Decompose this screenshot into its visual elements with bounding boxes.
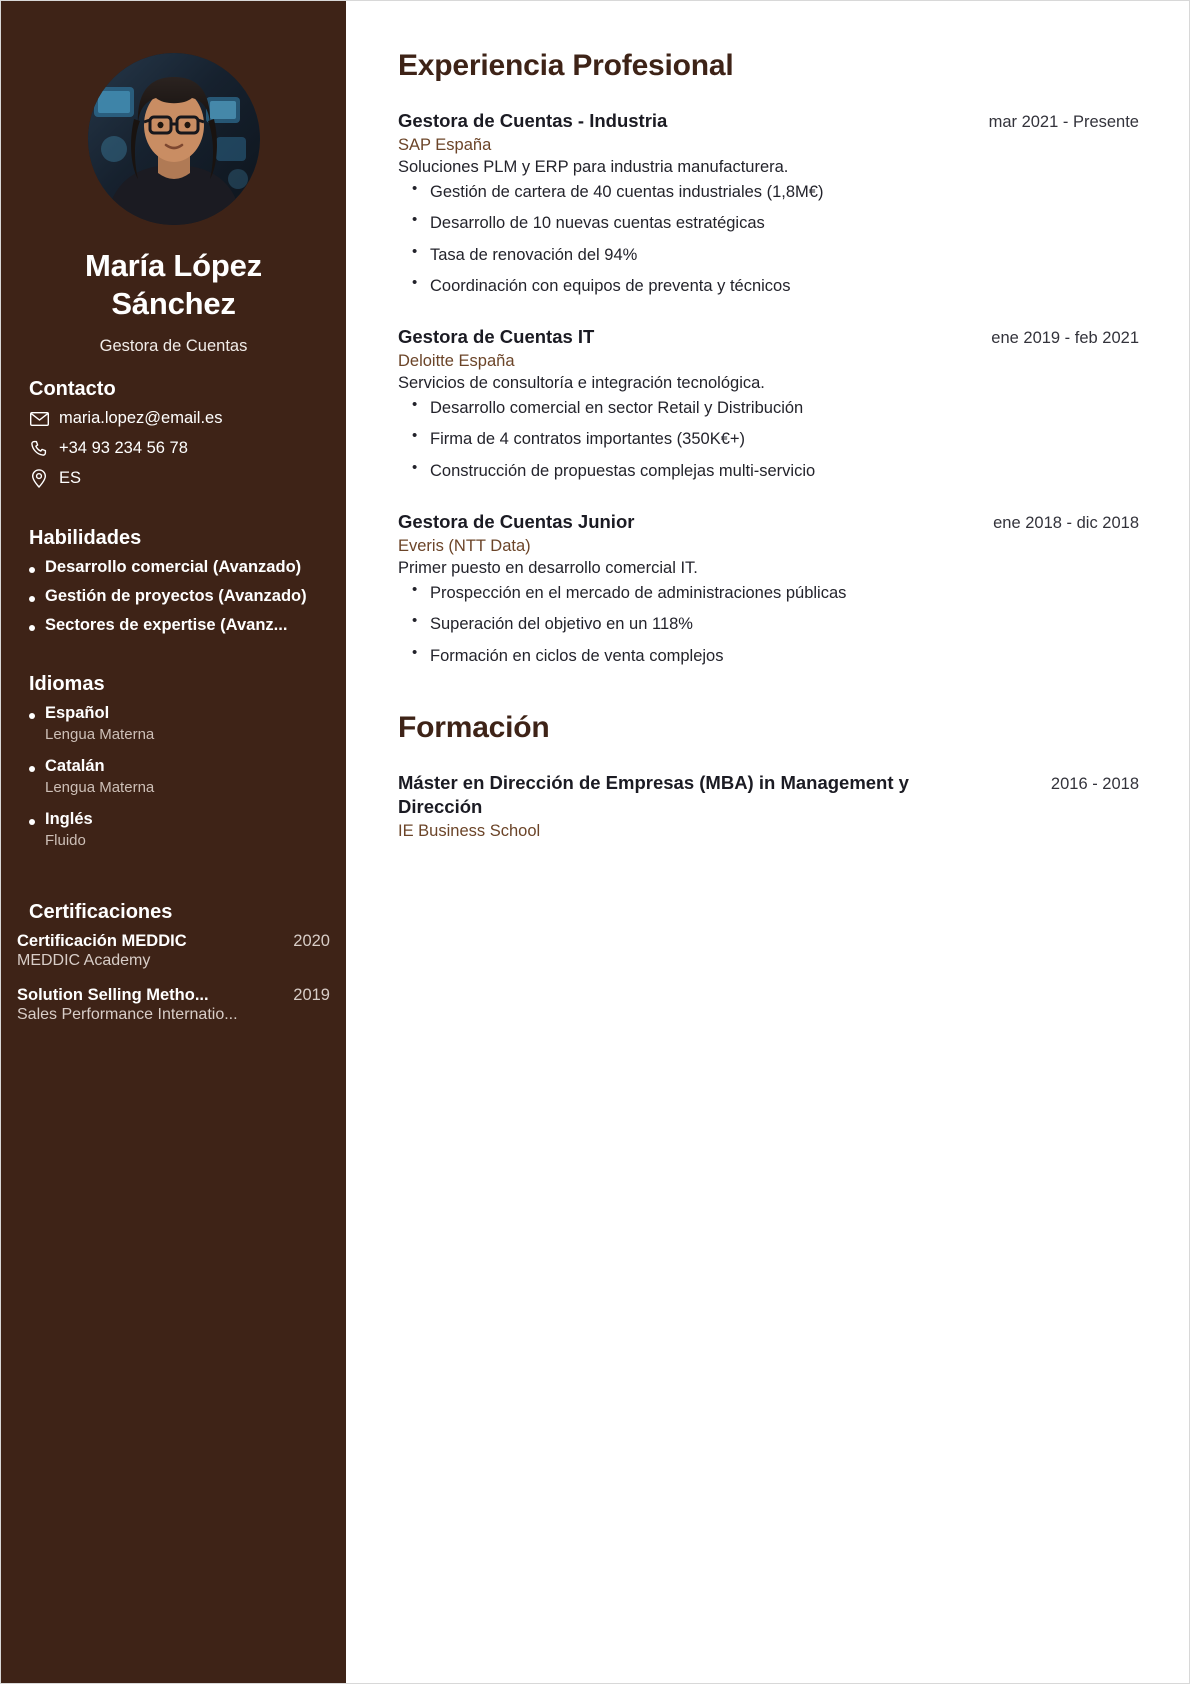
language-level: Lengua Materna xyxy=(45,778,155,796)
bullet-dot-icon xyxy=(29,713,35,719)
contact-email-value: maria.lopez@email.es xyxy=(59,409,223,428)
skill-label: Desarrollo comercial (Avanzado) xyxy=(45,557,302,576)
section-habilidades xyxy=(17,527,330,635)
experience-bullet: • Coordinación con equipos de preventa y técnicos xyxy=(398,275,1139,297)
experiencia-heading: Experiencia Profesional xyxy=(398,49,734,82)
experience-bullet: • Tasa de renovación del 94% xyxy=(398,244,1139,266)
experience-company: SAP España xyxy=(398,136,492,155)
experience-description: Servicios de consultoría e integración tecnológica. xyxy=(398,374,765,393)
language-name: Catalán xyxy=(45,756,105,775)
person-name-line1: María López xyxy=(85,248,262,283)
skill-item xyxy=(29,616,330,635)
certification-org: MEDDIC Academy xyxy=(17,951,151,969)
contact-phone-value: +34 93 234 56 78 xyxy=(59,439,188,458)
experience-description: Soluciones PLM y ERP para industria manufacturera. xyxy=(398,158,789,177)
language-item xyxy=(29,810,330,849)
contact-phone[interactable] xyxy=(29,439,330,459)
experience-company: Everis (NTT Data) xyxy=(398,537,531,555)
experience-entry-header xyxy=(398,325,1139,349)
bullet-dot-icon xyxy=(29,596,35,602)
education-school: IE Business School xyxy=(398,821,541,840)
certification-item xyxy=(17,932,330,970)
experience-bullet: • Construcción de propuestas complejas multi-servicio xyxy=(398,460,1139,482)
skill-item xyxy=(29,558,330,577)
education-degree: Máster en Dirección de Empresas (MBA) in Management y Dirección xyxy=(398,771,909,817)
experience-date: mar 2021 - Presente xyxy=(988,113,1139,131)
language-level: Fluido xyxy=(45,831,86,849)
experience-date: ene 2019 - feb 2021 xyxy=(991,329,1139,348)
person-name xyxy=(17,247,330,323)
language-name-row xyxy=(29,810,330,829)
education-entry xyxy=(398,771,1139,841)
experience-bullets xyxy=(398,181,1139,297)
certification-item xyxy=(17,986,330,1024)
education-date: 2016 - 2018 xyxy=(1050,774,1139,793)
skill-item xyxy=(29,587,330,606)
experience-bullets xyxy=(398,582,1139,667)
language-name: Inglés xyxy=(45,809,93,828)
experience-bullet: • Prospección en el mercado de administraciones públicas xyxy=(398,582,1139,604)
language-name-row xyxy=(29,757,330,776)
experience-entry xyxy=(398,510,1139,667)
envelope-icon xyxy=(29,409,49,429)
formacion-heading: Formación xyxy=(398,710,550,744)
education-entry-header xyxy=(398,771,1139,819)
experience-bullet: • Gestión de cartera de 40 cuentas industriales (1,8M€) xyxy=(398,181,1139,203)
habilidades-heading: Habilidades xyxy=(29,526,142,549)
section-certificaciones xyxy=(17,901,330,1024)
sidebar xyxy=(1,1,346,1683)
location-pin-icon xyxy=(29,469,49,489)
experience-entry-header xyxy=(398,510,1139,534)
experience-title: Gestora de Cuentas Junior xyxy=(398,510,635,532)
person-name-line2: Sánchez xyxy=(111,285,236,321)
contacto-heading: Contacto xyxy=(29,377,116,400)
language-name-row xyxy=(29,704,330,723)
language-item xyxy=(29,704,330,743)
certificaciones-heading: Certificaciones xyxy=(29,900,173,923)
avatar xyxy=(88,53,260,225)
language-name: Español xyxy=(45,703,110,722)
contact-location-value: ES xyxy=(59,469,82,488)
certification-name: Certificación MEDDIC xyxy=(17,931,187,950)
idiomas-heading: Idiomas xyxy=(29,672,105,695)
experience-title: Gestora de Cuentas IT xyxy=(398,326,595,348)
experience-bullet: • Desarrollo de 10 nuevas cuentas estratégicas xyxy=(398,212,1139,234)
main-content xyxy=(346,1,1189,1683)
bullet-dot-icon xyxy=(29,625,35,631)
experience-description: Primer puesto en desarrollo comercial IT. xyxy=(398,559,698,577)
person-job-title: Gestora de Cuentas xyxy=(99,336,248,355)
bullet-dot-icon xyxy=(29,567,35,573)
section-idiomas xyxy=(17,673,330,849)
experience-bullet: • Firma de 4 contratos importantes (350K€+) xyxy=(398,428,1139,450)
phone-icon xyxy=(29,439,49,459)
experience-entry xyxy=(398,325,1139,482)
bullet-dot-icon xyxy=(29,766,35,772)
certification-org: Sales Performance Internatio... xyxy=(17,1005,238,1023)
experience-bullets xyxy=(398,397,1139,482)
experience-bullet: • Superación del objetivo en un 118% xyxy=(398,613,1139,635)
experience-entry-header xyxy=(398,109,1139,133)
section-contacto xyxy=(17,378,330,489)
certification-year: 2020 xyxy=(293,931,330,950)
experience-bullet: • Formación en ciclos de venta complejos xyxy=(398,645,1139,667)
certification-header xyxy=(17,986,330,1005)
skill-label: Gestión de proyectos (Avanzado) xyxy=(45,586,307,605)
skill-label: Sectores de expertise (Avanz... xyxy=(45,615,288,634)
experience-entry xyxy=(398,109,1139,297)
certification-name: Solution Selling Metho... xyxy=(17,985,209,1004)
language-level: Lengua Materna xyxy=(45,725,155,743)
experience-company: Deloitte España xyxy=(398,352,515,371)
contact-email[interactable] xyxy=(29,409,330,429)
certification-year: 2019 xyxy=(293,985,330,1004)
experience-bullet: • Desarrollo comercial en sector Retail y Distribución xyxy=(398,397,1139,419)
contact-location xyxy=(29,469,330,489)
experience-title: Gestora de Cuentas - Industria xyxy=(398,110,668,131)
avatar-container xyxy=(17,1,330,225)
bullet-dot-icon xyxy=(29,819,35,825)
experience-date: ene 2018 - dic 2018 xyxy=(993,513,1139,532)
certification-header xyxy=(17,932,330,951)
language-item xyxy=(29,757,330,796)
